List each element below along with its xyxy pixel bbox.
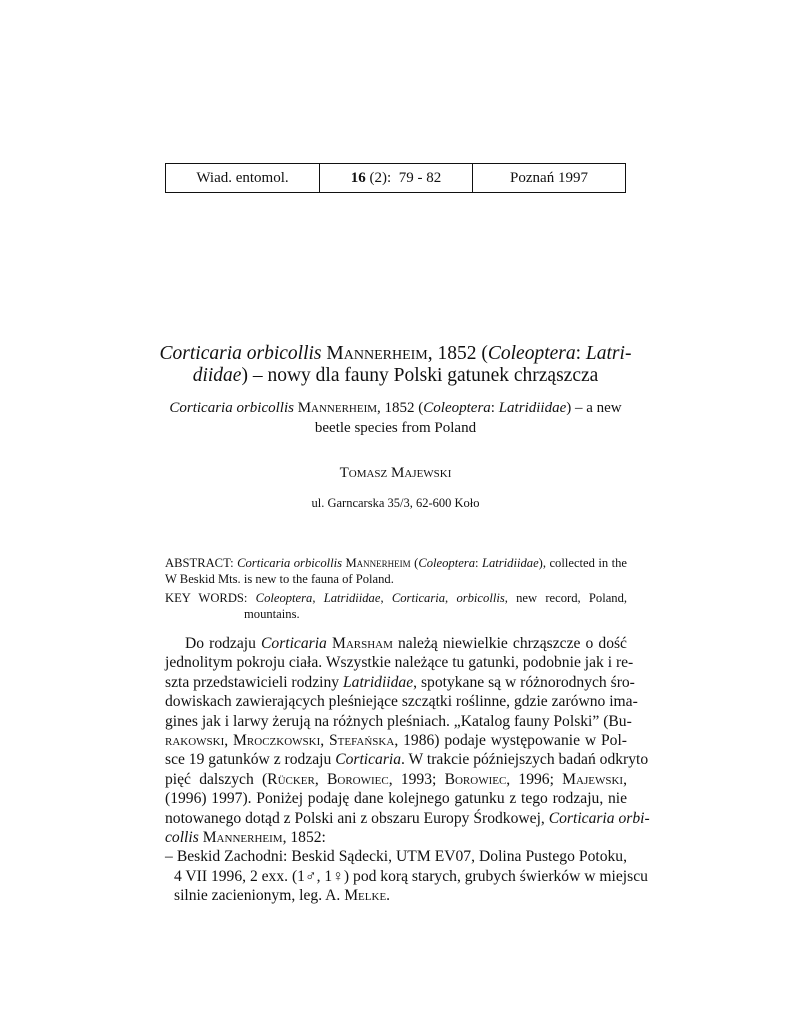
article-title <box>150 343 641 387</box>
abstract-species: Corticaria orbicollis <box>237 556 343 570</box>
author-name <box>150 465 641 482</box>
journal-header-box <box>165 163 626 193</box>
body-text-span: szta przedstawicieli rodziny <box>165 673 343 691</box>
en-title-rest: ) – a new <box>566 400 622 416</box>
body-text-span: , 1852: <box>282 829 326 847</box>
body-text-span: . W trakcie późniejszych badań odkryto <box>401 751 649 769</box>
author-last-name: Majewski <box>387 465 452 481</box>
body-text-span: pięć dalszych ( <box>165 770 268 788</box>
title-line-1 <box>150 343 641 365</box>
place-year-text: Poznań 1997 <box>510 169 588 186</box>
journal-name-text: Wiad. entomol. <box>196 169 289 186</box>
abstract-author-name: Mannerheim <box>342 556 411 570</box>
keywords-label: KEY WORDS: <box>165 591 256 605</box>
keyword-order: Coleoptera <box>255 591 313 605</box>
abstract-rest: ), collected in the W Beskid Mts. is new to the fauna of Poland. <box>165 556 628 586</box>
volume-number: 16 <box>350 169 366 186</box>
body-text-span: notowanego dotąd z Polski ani z obszaru Europy Środkowej, <box>165 809 549 827</box>
body-line-1 <box>165 634 627 653</box>
genus-name: Corticaria <box>335 751 402 769</box>
body-line-6 <box>165 731 627 750</box>
abstract-family: Latridiidae <box>481 556 539 570</box>
collector-name: Melke <box>340 887 387 905</box>
body-text-span: . <box>386 887 391 905</box>
author-address: ul. Garncarska 35/3, 62-600 Koło <box>311 496 480 510</box>
body-text-span: silnie zacienionym, leg. A. <box>174 887 341 905</box>
title-year: , 1852 ( <box>427 343 488 364</box>
record-line-3 <box>165 886 627 905</box>
title-author-name: Mannerheim <box>321 343 428 364</box>
issue-pages: (2): 79 - 82 <box>365 169 442 186</box>
abstract <box>165 555 627 587</box>
body-line-7 <box>165 750 649 769</box>
title-rest: ) – nowy dla fauny Polski gatunek chrząszcza <box>241 365 599 386</box>
title-family-part2: diidae <box>192 365 242 386</box>
record-line-2: 4 VII 1996, 2 exx. (1♂, 1♀) pod korą starych, grubych świerków w miejscu <box>174 867 648 885</box>
family-name: Latridiidae <box>342 673 414 691</box>
body-line-3 <box>165 673 635 692</box>
body-text-span: należą niewielkie chrząszcze o dość <box>392 635 627 652</box>
kw-sep-1: , <box>312 591 324 605</box>
abstract-paren: ( <box>410 556 419 570</box>
keywords-rest: , new record, Poland, mountains. <box>244 591 628 621</box>
kw-sep-2: , <box>380 591 392 605</box>
title-species: Corticaria orbicollis <box>159 343 322 364</box>
body-text-span: , <box>623 770 627 788</box>
body-line-4: dowiskach zawierających pleśniejące szczątki roślinne, gdzie zarówno ima- <box>165 693 638 711</box>
species-name: Corticaria orbi- <box>548 809 650 827</box>
english-title-line-2: beetle species from Poland <box>314 420 477 436</box>
body-text-span: Do rodzaju <box>185 635 261 652</box>
abstract-order: Coleoptera <box>418 556 476 570</box>
journal-name <box>166 164 320 192</box>
citation-authors: Majewski <box>562 770 624 788</box>
en-title-year: , 1852 ( <box>377 400 424 416</box>
en-title-species: Corticaria orbicollis <box>169 400 294 416</box>
title-line-2 <box>150 365 641 387</box>
citation-authors: rakowski, Mroczkowski, Stefańska <box>165 732 395 750</box>
record-line-1: – Beskid Zachodni: Beskid Sądecki, UTM EV07, Dolina Pustego Potoku, <box>165 848 627 866</box>
en-title-colon: : <box>490 400 499 416</box>
title-family-part1: Latri- <box>585 343 632 364</box>
en-title-author-name: Mannerheim <box>293 400 378 416</box>
en-title-family: Latridiidae <box>498 400 567 416</box>
species-name: collis <box>165 829 199 847</box>
body-text-span: , 1986) podaje występowanie w Pol- <box>394 732 627 750</box>
body-line-5: gines jak i larwy żerują na różnych pleśniach. „Katalog fauny Polski” (Bu- <box>165 712 632 730</box>
kw-sep-3: , <box>445 591 457 605</box>
species-author: Mannerheim <box>198 829 283 847</box>
english-title-line-1 <box>150 398 641 418</box>
author-first-name: Tomasz <box>339 465 388 481</box>
english-title <box>150 398 641 438</box>
citation-authors: Rücker, Borowiec <box>267 770 389 788</box>
abstract-label: ABSTRACT: <box>165 556 238 570</box>
citation-authors: Borowiec <box>444 770 507 788</box>
body-line-8 <box>165 770 627 789</box>
body-line-2: jednolitym pokroju ciała. Wszystkie należące tu gatunki, podobnie jak i re- <box>165 654 634 672</box>
body-text-span: sce 19 gatunków z rodzaju <box>165 751 336 769</box>
keyword-species: orbicollis <box>456 591 505 605</box>
en-title-order: Coleoptera <box>423 400 491 416</box>
volume-issue-pages <box>320 164 473 192</box>
body-line-11 <box>165 828 627 847</box>
body-text-span: , 1996; <box>506 770 563 788</box>
body-line-9: (1996) 1997). Poniżej podaję dane kolejnego gatunku z tego rodzaju, nie <box>165 790 627 808</box>
article-body <box>165 634 650 906</box>
genus-author: Marsham <box>326 635 393 652</box>
body-text-span: , spotykane są w różnorodnych śro- <box>413 673 635 691</box>
body-line-10 <box>165 809 650 828</box>
genus-name: Corticaria <box>261 635 327 652</box>
abstract-colon: : <box>475 556 482 570</box>
title-colon: : <box>575 343 586 364</box>
title-order: Coleoptera <box>487 343 576 364</box>
body-text-span: , 1993; <box>388 770 445 788</box>
keyword-family: Latridiidae <box>323 591 381 605</box>
place-year <box>473 164 625 192</box>
keyword-genus: Corticaria <box>391 591 446 605</box>
keywords <box>165 590 627 622</box>
